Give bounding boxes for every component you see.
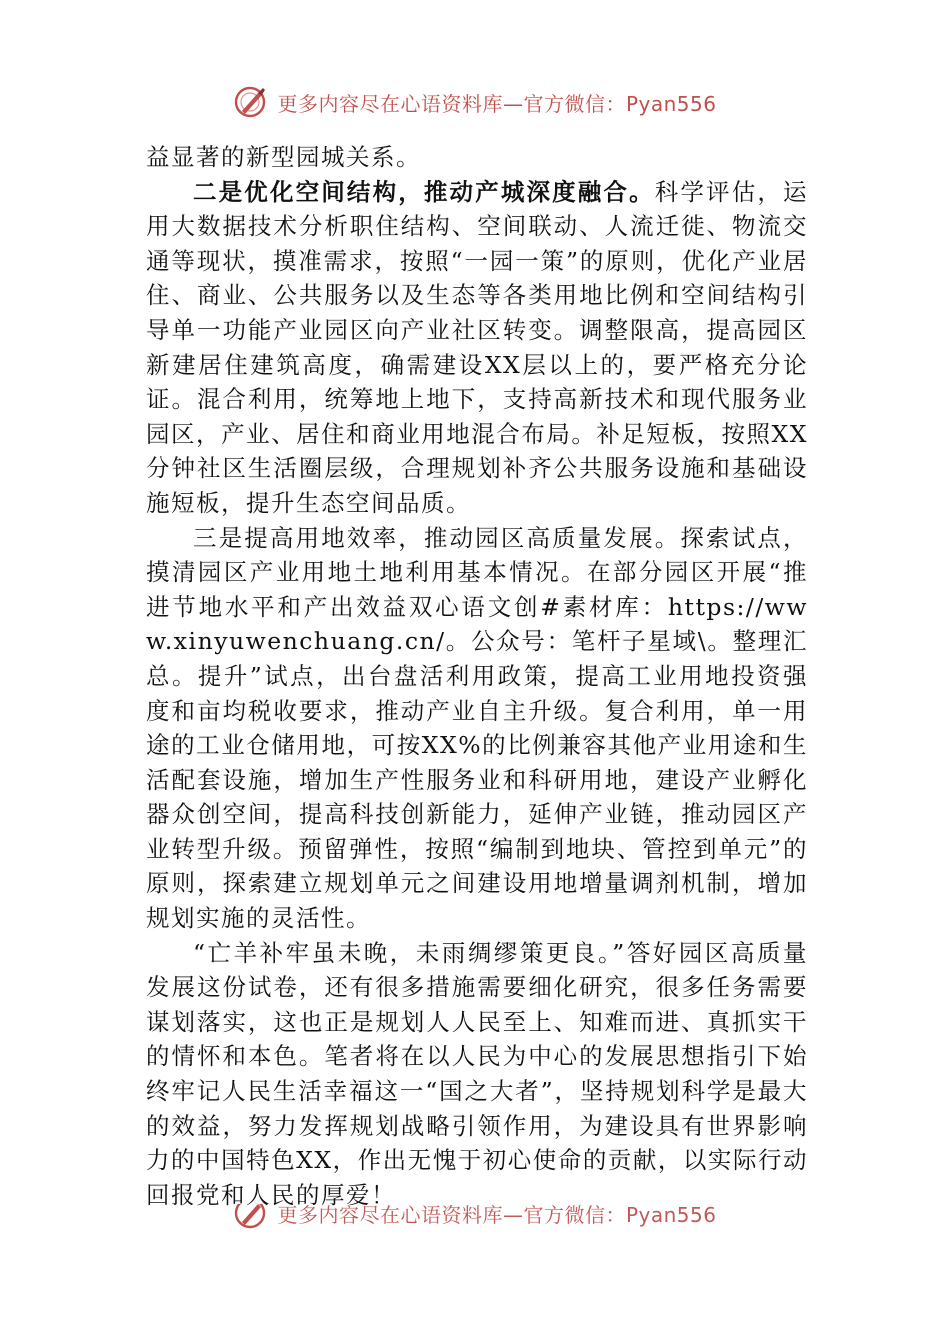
pen-seal-icon <box>233 1204 269 1231</box>
header-banner <box>0 82 950 122</box>
paragraph-3-text: 三是提高用地效率，推动园区高质量发展。探索试点，摸清园区产业用地土地利用基本情况。在部分园区开展“推进节地水平和产出效益双心语文创#素材库：https://www.xinyuwenchuang.cn/。公众号：笔杆子星域\。整理汇总。提升”试点，出台盘活利用政策，提高工业用地投资强度和亩均税收要求，推动产业自主升级。复合利用，单一用途的工业仓储用地，可按XX%的比例兼容其他产业用途和生活配套设施，增加生产性服务业和科研用地，建设产业孵化器众创空间，提高科技创新能力，延伸产业链，推动园区产业转型升级。预留弹性，按照“编制到地块、管控到单元”的原则，探索建立规划单元之间建设用地增量调剂机制，增加规划实施的灵活性。 <box>146 523 808 933</box>
paragraph-3 <box>146 521 808 936</box>
footer-banner <box>0 1204 950 1236</box>
paragraph-2 <box>146 175 808 521</box>
paragraph-1-text: 益显著的新型园城关系。 <box>146 143 421 171</box>
paragraph-4 <box>146 936 808 1213</box>
footer-banner-text: 更多内容尽在心语资料库—官方微信：Pyan556 <box>277 1204 717 1227</box>
paragraph-1 <box>146 140 808 175</box>
paragraph-2-text: 科学评估，运用大数据技术分析职住结构、空间联动、人流迁徙、物流交通等现状，摸准需求，按照“一园一策”的原则，优化产业居住、商业、公共服务以及生态等各类用地比例和空间结构引导单一功能产业园区向产业社区转变。调整限高，提高园区新建居住建筑高度，确需建设XX层以上的，要严格充分论证。混合利用，统筹地上地下，支持高新技术和现代服务业园区，产业、居住和商业用地混合布局。补足短板，按照XX分钟社区生活圈层级，合理规划补齐公共服务设施和基础设施短板，提升生态空间品质。 <box>146 177 809 517</box>
paragraph-4-text: “亡羊补牢虽未晚，未雨绸缪策更良。”答好园区高质量发展这份试卷，还有很多措施需要细化研究，很多任务需要谋划落实，这也正是规划人人民至上、知难而进、真抓实干的情怀和本色。笔者将在以人民为中心的发展思想指引下始终牢记人民生活幸福这一“国之大者”，坚持规划科学是最大的效益，努力发挥规划战略引领作用，为建设具有世界影响力的中国特色XX，作出无愧于初心使命的贡献，以实际行动回报党和人民的厚爱！ <box>146 938 808 1209</box>
pen-seal-icon <box>233 84 269 120</box>
document-body <box>146 140 808 1212</box>
paragraph-2-lead: 二是优化空间结构，推动产城深度融合。 <box>193 177 655 206</box>
banner-text: 更多内容尽在心语资料库—官方微信：Pyan556 <box>277 91 717 116</box>
